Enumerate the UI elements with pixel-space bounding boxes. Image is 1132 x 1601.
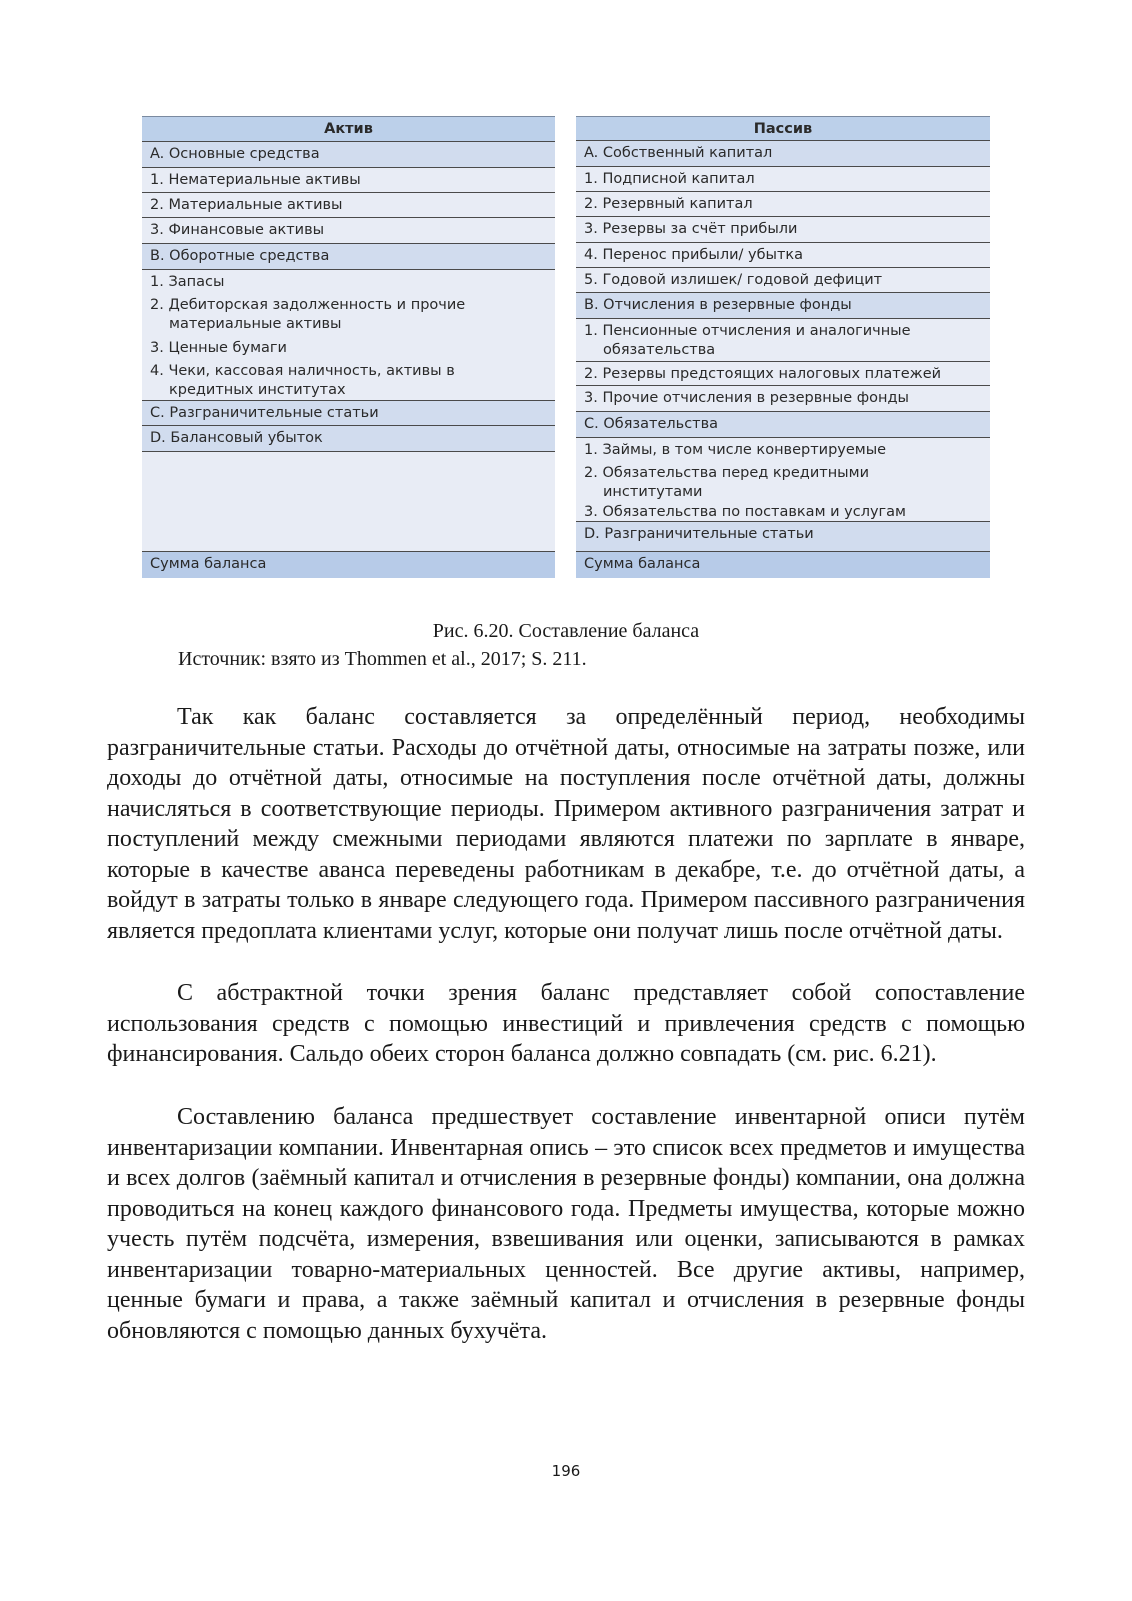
passiv-header: Пассив: [576, 116, 990, 141]
aktiv-row: B. Оборотные средства: [142, 244, 555, 270]
body-paragraph: Составлению баланса предшествует составление инвентарной описи путём инвентаризации компании. Инвентарная опись – это список всех предметов и имущества и всех долгов (заёмный капитал и отчисления в резервные фонды) компании, она должна проводиться на конец каждого финансового года. Предметы имущества, которые можно учесть путём подсчёта, измерения, взвешивания или оценки, записываются в рамках инвентаризации товарно-материальных ценностей. Все другие активы, например, ценные бумаги и права, а также заёмный капитал и отчисления в резервные фонды обновляются с помощью данных бухучёта.: [107, 1104, 1025, 1344]
aktiv-row: D. Балансовый убыток: [142, 426, 555, 452]
aktiv-empty-row: [142, 452, 555, 552]
passiv-row: A. Собственный капитал: [576, 141, 990, 167]
passiv-row: 3. Резервы за счёт прибыли: [576, 217, 990, 243]
passiv-row: 4. Перенос прибыли/ убытка: [576, 243, 990, 268]
aktiv-row: 4. Чеки, кассовая наличность, активы в кредитных институтах: [142, 359, 555, 401]
passiv-row: 2. Резервы предстоящих налоговых платежей: [576, 362, 990, 386]
aktiv-row: 1. Запасы: [142, 270, 555, 293]
body-paragraph: Так как баланс составляется за определённый период, необходимы разграничительные статьи. Расходы до отчётной даты, относимые на затраты позже, или доходы до отчётной даты, относимые на поступления после отчётной даты, должны начисляться в соответствующие периоды. Примером активного разграничения затрат и поступлений между смежными периодами являются платежи по зарплате в январе, которые в качестве аванса переведены работникам в декабре, т.е. до отчётной даты, а войдут в затраты только в январе следующего года. Примером пассивного разграничения является предоплата клиентами услуг, которые они получат лишь после отчётной даты.: [107, 704, 1025, 944]
figure-caption: Рис. 6.20. Составление баланса: [432, 620, 700, 642]
figure-source: Источник: взято из Thommen et al., 2017; S. 211.: [178, 648, 587, 670]
passiv-row: 3. Обязательства по поставкам и услугам: [576, 503, 990, 522]
passiv-row: 5. Годовой излишек/ годовой дефицит: [576, 268, 990, 293]
aktiv-total: Сумма баланса: [142, 552, 555, 578]
aktiv-row: 3. Финансовые активы: [142, 218, 555, 244]
passiv-row: 1. Пенсионные отчисления и аналогичные обязательства: [576, 319, 990, 362]
passiv-row: 1. Займы, в том числе конвертируемые: [576, 438, 990, 461]
aktiv-row: 2. Дебиторская задолженность и прочие материальные активы: [142, 293, 555, 336]
aktiv-row: 3. Ценные бумаги: [142, 336, 555, 359]
passiv-row: C. Обязательства: [576, 412, 990, 438]
aktiv-row: 2. Материальные активы: [142, 193, 555, 218]
aktiv-row: A. Основные средства: [142, 142, 555, 168]
aktiv-row: 1. Нематериальные активы: [142, 168, 555, 193]
passiv-row: D. Разграничительные статьи: [576, 522, 990, 552]
passiv-row: B. Отчисления в резервные фонды: [576, 293, 990, 319]
body-paragraph: С абстрактной точки зрения баланс представляет собой сопоставление использования средств с помощью инвестиций и привлечения средств с помощью финансирования. Сальдо обеих сторон баланса должно совпадать (см. рис. 6.21).: [107, 980, 1025, 1067]
passiv-row: 2. Обязательства перед кредитными институтами: [576, 461, 990, 503]
passiv-row: 2. Резервный капитал: [576, 192, 990, 217]
aktiv-row: C. Разграничительные статьи: [142, 401, 555, 426]
page-number: 196: [551, 1462, 581, 1480]
passiv-row: 1. Подписной капитал: [576, 167, 990, 192]
passiv-total: Сумма баланса: [576, 552, 990, 578]
passiv-row: 3. Прочие отчисления в резервные фонды: [576, 386, 990, 412]
aktiv-header: Актив: [142, 116, 555, 142]
